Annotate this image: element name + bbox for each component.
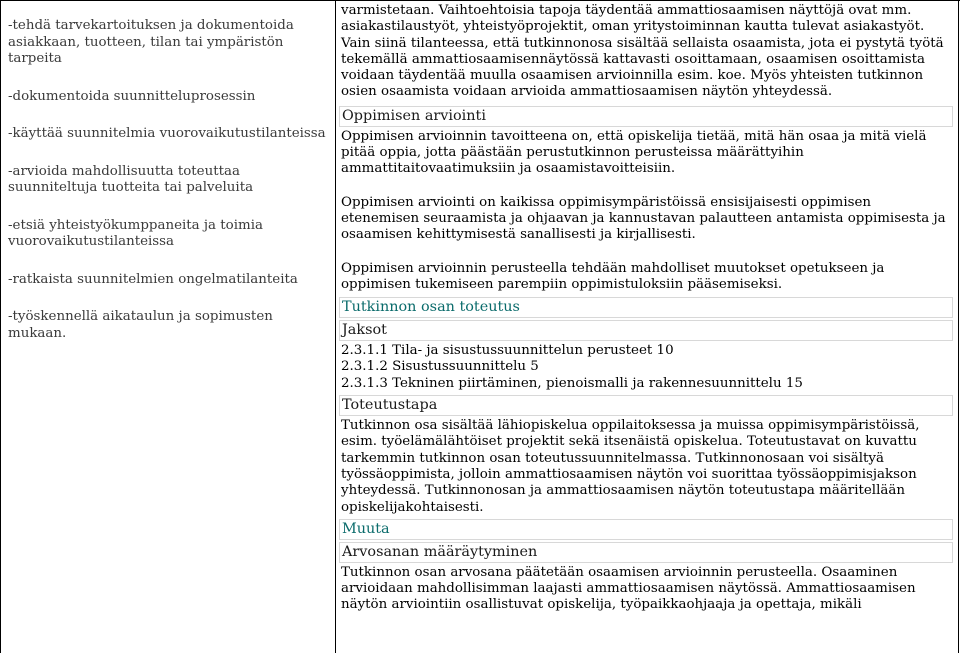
table-left-border bbox=[0, 0, 1, 653]
list-item: -arvioida mahdollisuutta toteuttaa suunniteltuja tuotteita tai palveluita bbox=[8, 163, 254, 195]
jakso-item: 2.3.1.3 Tekninen piirtäminen, pienoismalli ja rakennesuunnittelu 15 bbox=[341, 375, 803, 391]
intro-paragraph: varmistetaan. Vaihtoehtoisia tapoja täydentää ammattiosaamisen näyttöjä ovat mm. asiakastilaustyöt, yhteistyöprojektit, oman yritystoiminnan kautta tulevat asiakastyöt. Vain siinä tilanteessa, että tutkinnonosa sisältää sellaista osaamista, jota ei pystytä työtä tekemällä ammattiosaamisennäytössä kattavasti osoittamaan, osaamisen osoittamista voidaan täydentää muulla osaamisen arvioinnilla esim. koe. Myös yhteisten tutkinnon osien osaamista voidaan arvioida ammattiosaamisen näytön yhteydessä. bbox=[341, 3, 944, 100]
list-item: -työskennellä aikataulun ja sopimusten mukaan. bbox=[8, 309, 273, 341]
right-column bbox=[341, 3, 953, 614]
jakso-item: 2.3.1.1 Tila- ja sisustussuunnittelun perusteet 10 bbox=[341, 343, 674, 359]
paragraph-oppimisen-1: Oppimisen arvioinnin tavoitteena on, että opiskelija tietää, mitä hän osaa ja mitä vielä pitää oppia, jotta päästään perustutkinnon perusteissa määrättyihin ammattitaitovaatimuksiin ja osaamistavoitteisiin. bbox=[341, 128, 927, 177]
list-item: -käyttää suunnitelmia vuorovaikutustilanteissa bbox=[8, 126, 326, 141]
jakso-item: 2.3.1.2 Sisustussuunnittelu 5 bbox=[341, 359, 539, 375]
heading-tutkinnon-osan-toteutus: Tutkinnon osan toteutus bbox=[339, 297, 953, 318]
column-divider bbox=[335, 0, 336, 653]
list-item: -dokumentoida suunnitteluprosessin bbox=[8, 88, 256, 104]
table-top-border bbox=[0, 0, 960, 1]
paragraph-oppimisen-3: Oppimisen arvioinnin perusteella tehdään mahdolliset muutokset opetukseen ja oppimisen tukemiseen parempiin oppimistuloksiin pääsemiseksi. bbox=[341, 260, 885, 292]
heading-toteutustapa: Toteutustapa bbox=[339, 395, 953, 416]
list-item: -etsiä yhteistyökumppaneita ja toimia vuorovaikutustilanteissa bbox=[8, 217, 263, 249]
left-column bbox=[8, 18, 330, 363]
list-item: -ratkaista suunnitelmien ongelmatilanteita bbox=[8, 271, 298, 287]
table-right-border bbox=[958, 0, 959, 653]
heading-oppimisen-arviointi: Oppimisen arviointi bbox=[339, 106, 953, 127]
heading-muuta: Muuta bbox=[339, 519, 953, 540]
paragraph-oppimisen-2: Oppimisen arviointi on kaikissa oppimisympäristöissä ensisijaisesti oppimisen etenemisen seuraamista ja ohjaavan ja kannustavan palautteen antamista oppimisesta ja osaamisen kehittymisestä sanallisesti ja kirjallisesti. bbox=[341, 194, 946, 243]
paragraph-arvosana: Tutkinnon osan arvosana päätetään osaamisen arvioinnin perusteella. Osaaminen arvioidaan mahdollisimman laajasti ammattiosaamisen näytössä. Ammattiosaamisen näytön arviointiin osallistuvat opiskelija, työpaikkaohjaaja ja opettaja, mikäli bbox=[341, 564, 916, 613]
heading-arvosanan-maaraytyminen: Arvosanan määräytyminen bbox=[339, 542, 953, 563]
paragraph-toteutustapa: Tutkinnon osa sisältää lähiopiskelua oppilaitoksessa ja muissa oppimisympäristöissä, esim. työelämälähtöiset projektit sekä itsenäistä opiskelua. Toteutustavat on kuvattu tarkemmin tutkinnon osan toteutussuunnitelmassa. Tutkinnonosaan voi sisältyä työssäoppimista, jolloin ammattiosaamisen näytön voi suorittaa työssäoppimisjakson yhteydessä. Tutkinnonosan ja ammattiosaamisen näytön toteutustapa määritellään opiskelijakohtaisesti. bbox=[341, 418, 920, 515]
heading-jaksot: Jaksot bbox=[339, 320, 953, 341]
list-item: -tehdä tarvekartoituksen ja dokumentoida asiakkaan, tuotteen, tilan tai ympäristön tarpeita bbox=[8, 18, 294, 66]
